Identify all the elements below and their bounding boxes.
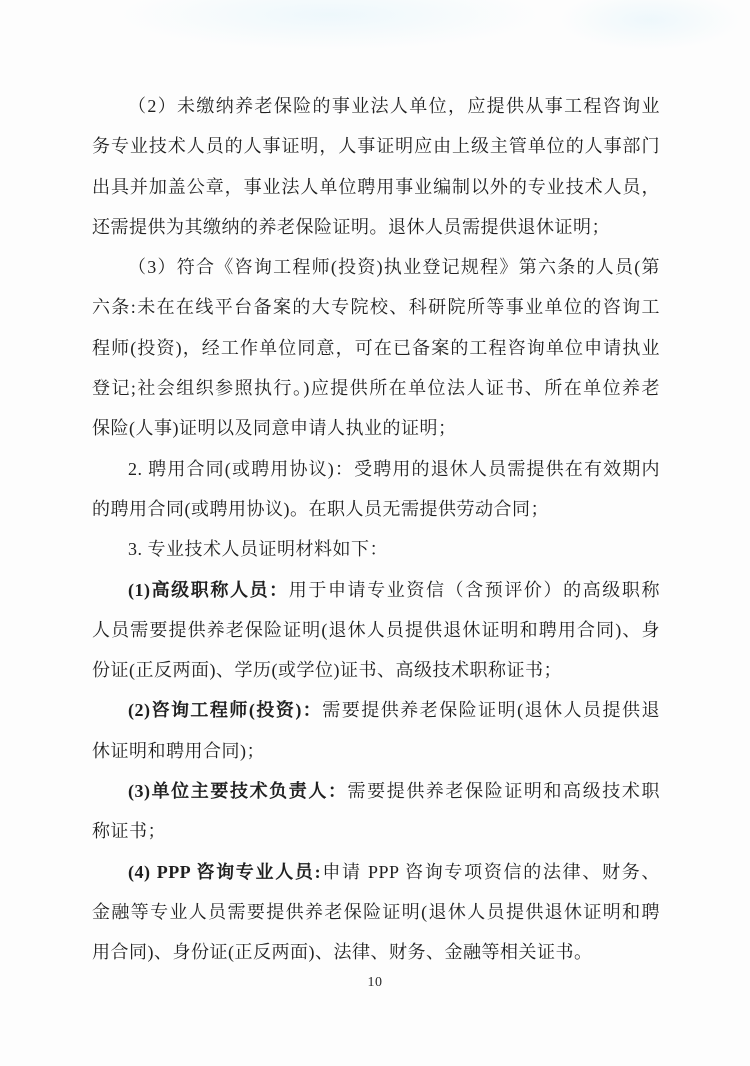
paragraph: [92, 771, 660, 852]
text-segment: 2. 聘用合同(或聘用协议)：受聘用的退休人员需提供在有效期内: [128, 458, 660, 479]
text-line: [92, 207, 660, 247]
text-segment: 出具并加盖公章，事业法人单位聘用事业编制以外的专业技术人员，: [92, 176, 660, 197]
text-segment: 人员需要提供养老保险证明(退休人员提供退休证明和聘用合同)、身: [92, 619, 660, 640]
text-segment: 保险(人事)证明以及同意申请人执业的证明；: [92, 418, 457, 439]
text-line: [92, 771, 660, 811]
scan-artifact: [120, 0, 540, 50]
paragraph: [92, 529, 660, 569]
bold-text-segment: (2)咨询工程师(投资)：: [128, 700, 323, 721]
text-line: [92, 690, 660, 730]
text-segment: 3. 专业技术人员证明材料如下：: [128, 539, 388, 560]
bold-text-segment: (3)单位主要技术负责人：: [128, 781, 348, 802]
text-segment: 申请 PPP 咨询专项资信的法律、财务、: [321, 861, 660, 882]
text-line: [92, 287, 660, 327]
text-segment: 务专业技术人员的人事证明，人事证明应由上级主管单位的人事部门: [92, 136, 660, 157]
text-segment: 用合同)、身份证(正反两面)、法律、财务、金融等相关证书。: [92, 942, 593, 963]
text-line: [92, 167, 660, 207]
text-segment: 休证明和聘用合同)；: [92, 740, 265, 761]
text-segment: 需要提供养老保险证明(退休人员提供退: [322, 700, 660, 721]
bold-text-segment: (4) PPP 咨询专业人员:: [128, 861, 322, 882]
text-line: [92, 449, 660, 489]
text-line: [92, 368, 660, 408]
scan-artifact: [560, 0, 740, 50]
text-segment: 的聘用合同(或聘用协议)。在职人员无需提供劳动合同；: [92, 498, 549, 519]
text-line: [92, 126, 660, 166]
text-line: [92, 408, 660, 448]
text-segment: 还需提供为其缴纳的养老保险证明。退休人员需提供退休证明；: [92, 216, 610, 237]
text-line: [92, 86, 660, 126]
paragraph: [92, 86, 660, 247]
bold-text-segment: (1)高级职称人员：: [128, 579, 289, 600]
text-segment: 用于申请专业资信（含预评价）的高级职称: [288, 579, 660, 600]
paragraph: [92, 690, 660, 771]
text-line: [92, 892, 660, 932]
text-segment: 份证(正反两面)、学历(或学位)证书、高级技术职称证书；: [92, 660, 562, 681]
text-segment: （2）未缴纳养老保险的事业法人单位，应提供从事工程咨询业: [128, 96, 660, 116]
text-segment: 六条:未在在线平台备案的大专院校、科研院所等事业单位的咨询工: [92, 297, 660, 318]
text-line: [92, 731, 660, 771]
text-segment: （3）符合《咨询工程师(投资)执业登记规程》第六条的人员(第: [128, 257, 660, 278]
text-line: [92, 247, 660, 287]
paragraph: [92, 449, 660, 530]
text-line: [92, 529, 660, 569]
text-line: [92, 610, 660, 650]
paragraph: [92, 247, 660, 448]
text-segment: 金融等专业人员需要提供养老保险证明(退休人员提供退休证明和聘: [92, 901, 660, 922]
paragraph: [92, 852, 660, 973]
text-segment: 称证书；: [92, 821, 166, 842]
document-content: [92, 86, 660, 973]
text-line: [92, 852, 660, 892]
text-line: [92, 650, 660, 690]
text-line: [92, 932, 660, 972]
text-segment: 需要提供养老保险证明和高级技术职: [347, 781, 660, 802]
text-line: [92, 489, 660, 529]
text-line: [92, 570, 660, 610]
text-segment: 登记;社会组织参照执行。)应提供所在单位法人证书、所在单位养老: [92, 378, 660, 399]
text-line: [92, 811, 660, 851]
paragraph: [92, 570, 660, 691]
page-number: 10: [367, 975, 383, 990]
text-segment: 程师(投资)，经工作单位同意，可在已备案的工程咨询单位申请执业: [92, 337, 660, 358]
text-line: [92, 328, 660, 368]
